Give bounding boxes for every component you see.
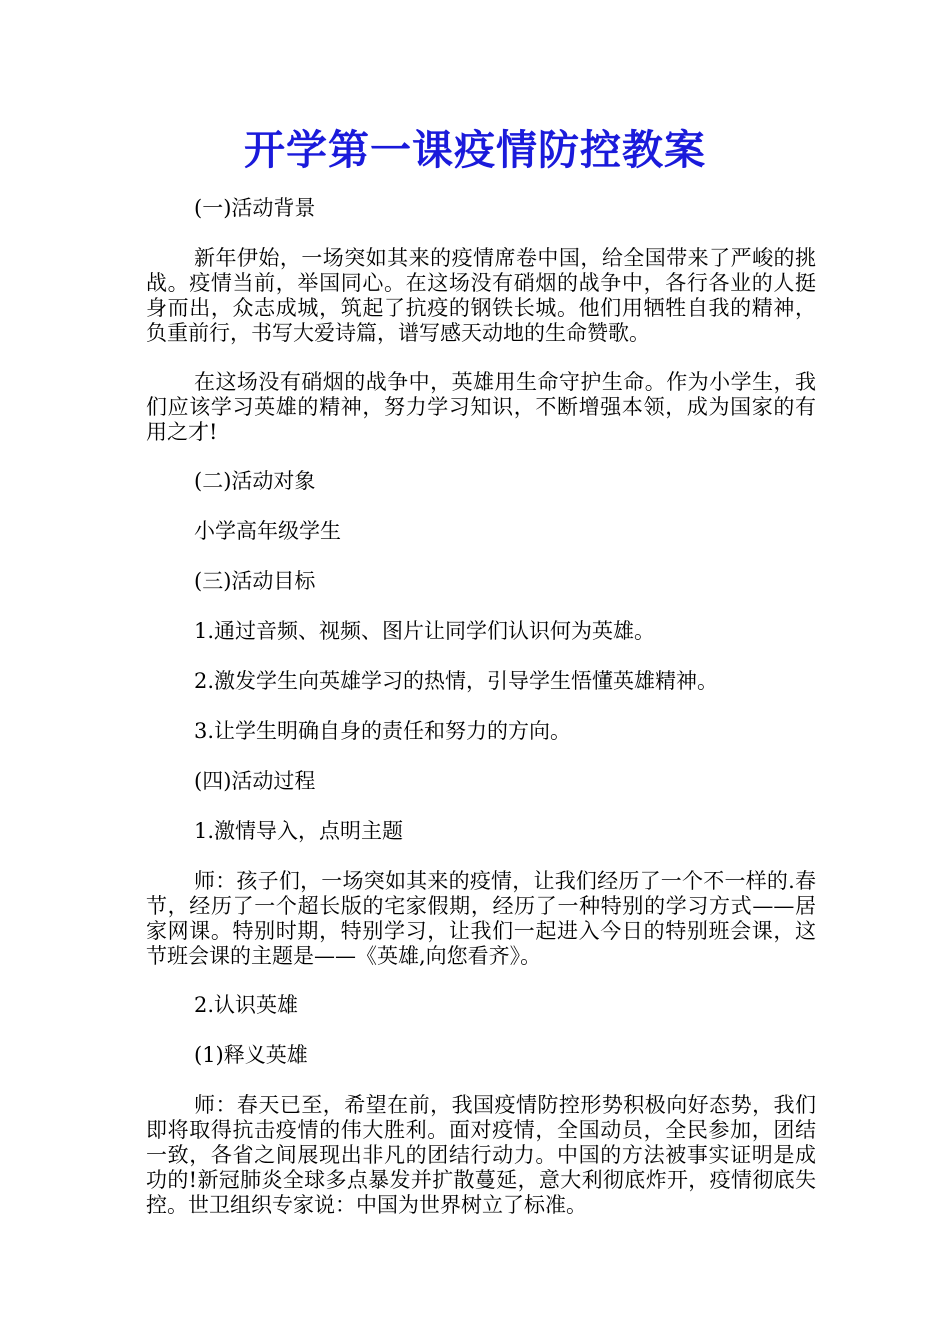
paragraph-background-2: 在这场没有硝烟的战争中，英雄用生命守护生命。作为小学生，我们应该学习英雄的精神，努力学习知识，不断增强本领，成为国家的有用之才!	[146, 370, 816, 444]
paragraph-define-hero: 师：春天已至，希望在前，我国疫情防控形势积极向好态势，我们即将取得抗击疫情的伟大胜利。面对疫情，全国动员，全民参加，团结一致，各省之间展现出非凡的团结行动力。中国的方法被事实证明是成功的!新冠肺炎全球多点暴发并扩散蔓延，意大利彻底炸开，疫情彻底失控。世卫组织专家说：中国为世界树立了标准。	[146, 1093, 816, 1217]
section-heading-goals: (三)活动目标	[194, 569, 316, 593]
document-title: 开学第一课疫情防控教案	[244, 126, 706, 174]
section-heading-process: (四)活动过程	[194, 769, 316, 793]
list-item-goal-3: 3.让学生明确自身的责任和努力的方向。	[194, 719, 572, 743]
list-item-goal-1: 1.通过音频、视频、图片让同学们认识何为英雄。	[194, 619, 656, 643]
subheading-intro: 1.激情导入，点明主题	[194, 819, 404, 843]
paragraph-intro: 师：孩子们，一场突如其来的疫情，让我们经历了一个不一样的.春节，经历了一个超长版的宅家假期，经历了一种特别的学习方式——居家网课。特别时期，特别学习，让我们一起进入今日的特别班会课，这节班会课的主题是——《英雄,向您看齐》。	[146, 869, 816, 968]
section-heading-background: (一)活动背景	[194, 196, 316, 220]
paragraph-background-1: 新年伊始，一场突如其来的疫情席卷中国，给全国带来了严峻的挑战。疫情当前，举国同心。在这场没有硝烟的战争中，各行各业的人挺身而出，众志成城，筑起了抗疫的钢铁长城。他们用牺牲自我的精神，负重前行，书写大爱诗篇，谱写感天动地的生命赞歌。	[146, 246, 816, 345]
list-item-goal-2: 2.激发学生向英雄学习的热情，引导学生悟懂英雄精神。	[194, 669, 719, 693]
section-heading-audience: (二)活动对象	[194, 469, 316, 493]
subheading-define-hero: (1)释义英雄	[194, 1043, 308, 1067]
paragraph-audience: 小学高年级学生	[194, 519, 341, 543]
document-body	[146, 196, 816, 1242]
subheading-know-heroes: 2.认识英雄	[194, 993, 299, 1017]
